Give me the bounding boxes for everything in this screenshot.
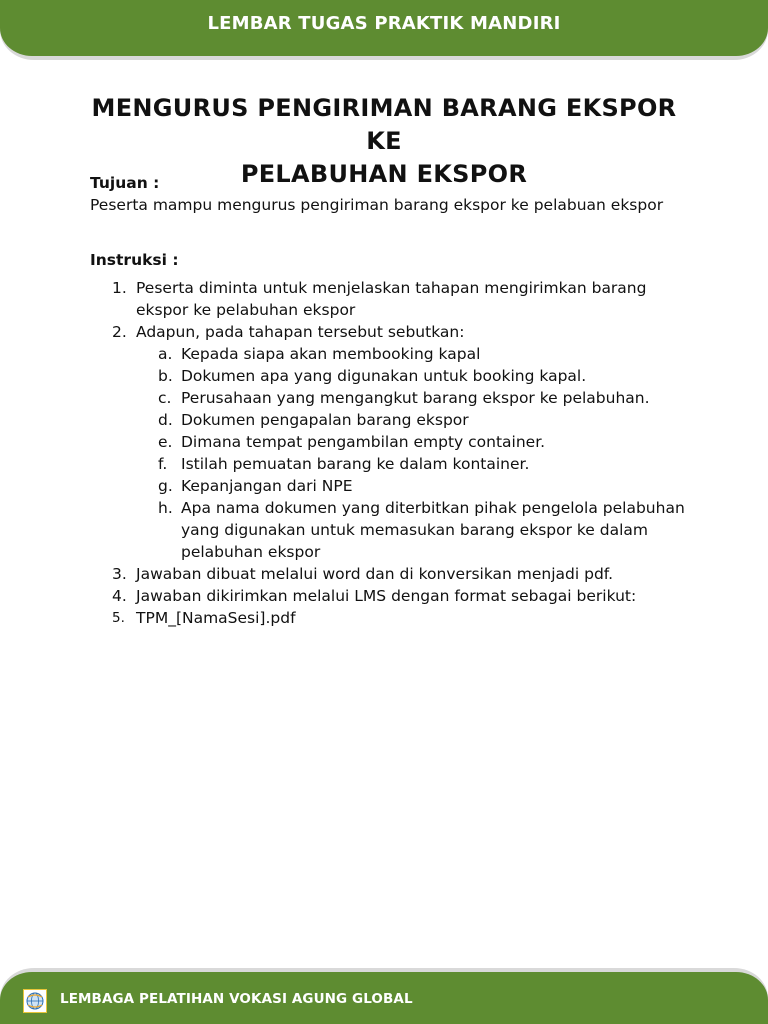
instruction-text: Jawaban dikirimkan melalui LMS dengan format sebagai berikut: [136, 587, 637, 605]
sub-item-g [136, 475, 690, 497]
sub-item-text: Dimana tempat pengambilan empty container. [181, 433, 546, 451]
sub-item-d [136, 409, 690, 431]
instruction-text: Jawaban dibuat melalui word dan di konversikan menjadi pdf. [136, 565, 614, 583]
header-title: LEMBAR TUGAS PRAKTIK MANDIRI [207, 12, 561, 34]
instruction-text: TPM_[NamaSesi].pdf [136, 609, 296, 627]
instruction-text: Adapun, pada tahapan tersebut sebutkan: [136, 323, 465, 341]
sub-item-text: Kepanjangan dari NPE [181, 477, 353, 495]
tujuan-label: Tujuan : [90, 174, 160, 192]
sub-item-f [136, 453, 690, 475]
instruction-number: 5. [112, 610, 125, 626]
footer-organization-name: LEMBAGA PELATIHAN VOKASI AGUNG GLOBAL [60, 991, 413, 1007]
document-title-line-1: MENGURUS PENGIRIMAN BARANG EKSPOR KE [91, 94, 677, 155]
sub-item-letter: c. [158, 389, 172, 407]
sub-item-text: Dokumen apa yang digunakan untuk booking kapal. [181, 367, 587, 385]
instruction-list [90, 277, 690, 629]
instruction-text: Peserta diminta untuk menjelaskan tahapan mengirimkan barang ekspor ke pelabuhan ekspor [136, 279, 647, 319]
document-content [90, 172, 690, 629]
sub-item-text: Kepada siapa akan membooking kapal [181, 345, 481, 363]
tujuan-text: Peserta mampu mengurus pengiriman barang ekspor ke pelabuan ekspor [90, 196, 664, 214]
globe-logo-icon [23, 989, 47, 1013]
instruction-number: 4. [112, 587, 127, 605]
sub-item-letter: g. [158, 477, 173, 495]
instruction-number: 1. [112, 279, 127, 297]
instruction-item-5 [90, 607, 690, 629]
header-banner [0, 0, 768, 56]
sub-instruction-list [136, 343, 690, 563]
sub-item-b [136, 365, 690, 387]
sub-item-a [136, 343, 690, 365]
sub-item-e [136, 431, 690, 453]
sub-item-text: Perusahaan yang mengangkut barang ekspor ke pelabuhan. [181, 389, 650, 407]
sub-item-c [136, 387, 690, 409]
sub-item-letter: a. [158, 345, 173, 363]
instruksi-label: Instruksi : [90, 251, 179, 269]
sub-item-h [136, 497, 690, 563]
instruction-item-2 [90, 321, 690, 563]
sub-item-text: Dokumen pengapalan barang ekspor [181, 411, 469, 429]
sub-item-text: Apa nama dokumen yang diterbitkan pihak pengelola pelabuhan yang digunakan untuk memasukan barang ekspor ke dalam pelabuhan ekspor [181, 499, 685, 561]
sub-item-text: Istilah pemuatan barang ke dalam kontainer. [181, 455, 530, 473]
instruction-item-1 [90, 277, 690, 321]
sub-item-letter: h. [158, 499, 173, 517]
sub-item-letter: f. [158, 455, 168, 473]
instruction-number: 3. [112, 565, 127, 583]
instruction-item-3 [90, 563, 690, 585]
spacer [90, 216, 690, 249]
sub-item-letter: b. [158, 367, 173, 385]
instruction-item-4 [90, 585, 690, 607]
sub-item-letter: d. [158, 411, 173, 429]
sub-item-letter: e. [158, 433, 173, 451]
instruction-number: 2. [112, 323, 127, 341]
document-title-line-2: PELABUHAN EKSPOR [240, 160, 528, 188]
